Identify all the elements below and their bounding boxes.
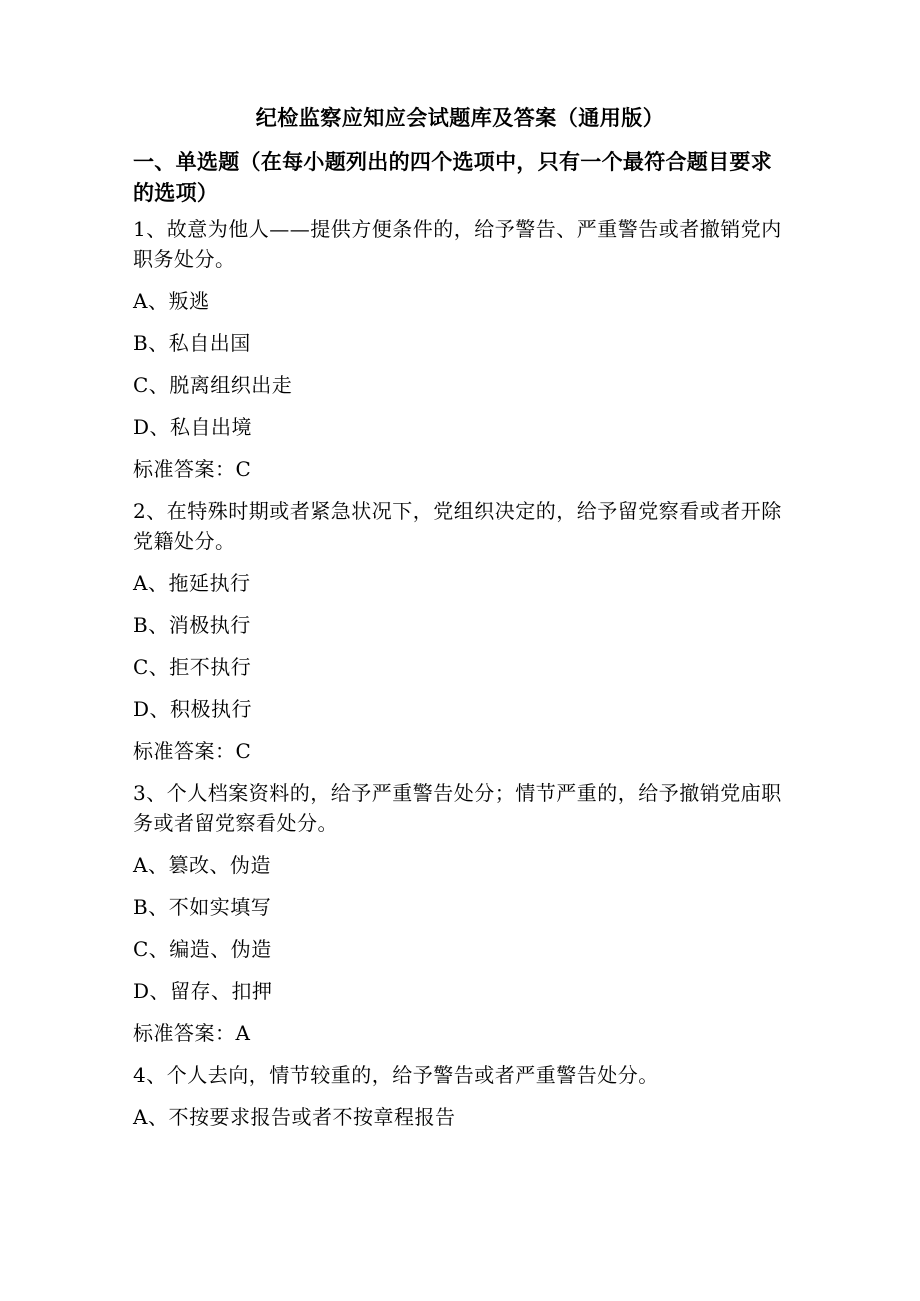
option-b: B、消极执行	[133, 613, 251, 637]
option-b: B、私自出国	[133, 331, 251, 355]
question-stem: 2、在特殊时期或者紧急状况下，党组织决定的，给予留党察看或者开除党籍处分。	[133, 499, 782, 553]
option-d: D、私自出境	[133, 415, 253, 439]
option-c: C、脱离组织出走	[133, 373, 293, 397]
option-d: D、留存、扣押	[133, 979, 273, 1003]
question-stem: 3、个人档案资料的，给予严重警告处分；情节严重的，给予撤销党庙职务或者留党察看处分。	[133, 781, 782, 835]
option-b: B、不如实填写	[133, 895, 272, 919]
question-stem: 1、故意为他人——提供方便条件的，给予警告、严重警告或者撤销党内职务处分。	[133, 217, 782, 271]
option-c: C、拒不执行	[133, 655, 252, 679]
question-stem: 4、个人去向，情节较重的，给予警告或者严重警告处分。	[133, 1063, 659, 1087]
standard-answer: 标准答案：C	[133, 457, 252, 481]
document-title: 纪检监察应知应会试题库及答案（通用版）	[255, 105, 665, 130]
standard-answer: 标准答案：A	[133, 1021, 251, 1045]
option-a: A、拖延执行	[133, 571, 251, 595]
option-a: A、叛逃	[133, 289, 210, 313]
option-d: D、积极执行	[133, 697, 253, 721]
question-list	[133, 214, 793, 1144]
option-a: A、不按要求报告或者不按章程报告	[133, 1105, 456, 1129]
option-a: A、篡改、伪造	[133, 853, 271, 877]
option-c: C、编造、伪造	[133, 937, 272, 961]
standard-answer: 标准答案：C	[133, 739, 252, 763]
section-heading: 一、单选题（在每小题列出的四个选项中，只有一个最符合题目要求的选项）	[133, 149, 772, 205]
